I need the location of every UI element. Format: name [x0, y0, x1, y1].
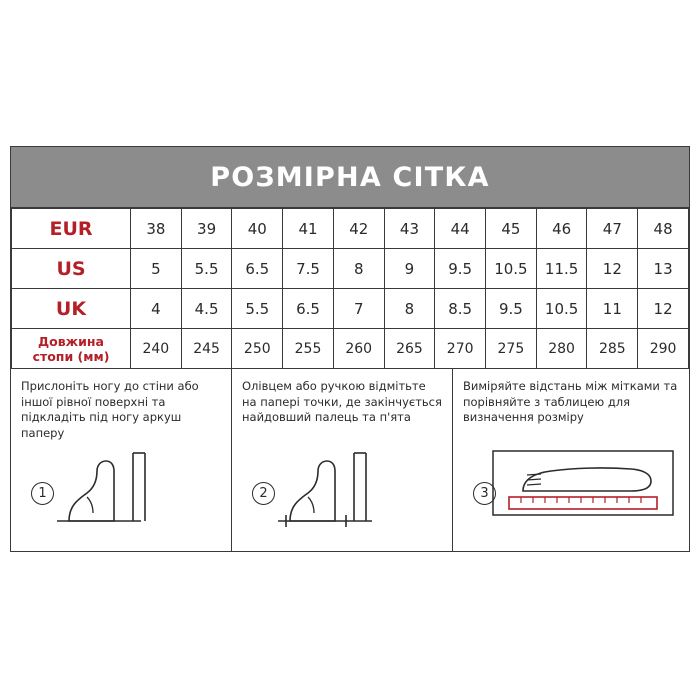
cell: 40: [232, 209, 283, 249]
cell: 7: [333, 289, 384, 329]
cell: 5.5: [181, 249, 232, 289]
cell: 11: [587, 289, 638, 329]
cell: 46: [536, 209, 587, 249]
cell: 13: [638, 249, 689, 289]
row-label-foot-length: Довжина стопи (мм): [12, 329, 131, 369]
cell: 11.5: [536, 249, 587, 289]
cell: 8: [333, 249, 384, 289]
cell: 41: [283, 209, 334, 249]
cell: 6.5: [283, 289, 334, 329]
step-2-text: Олівцем або ручкою відмітьте на папері точки, де закінчується найдовший палець та п'ята: [242, 379, 442, 424]
cell: 285: [587, 329, 638, 369]
instruction-steps: [11, 369, 689, 551]
cell: 290: [638, 329, 689, 369]
cell: 10.5: [536, 289, 587, 329]
cell: 47: [587, 209, 638, 249]
cell: 245: [181, 329, 232, 369]
step-3-illustration: [463, 445, 683, 531]
cell: 8.5: [435, 289, 486, 329]
cell: 44: [435, 209, 486, 249]
cell: 265: [384, 329, 435, 369]
page-title: РОЗМІРНА СІТКА: [210, 161, 490, 193]
cell: 8: [384, 289, 435, 329]
step-3: [453, 369, 693, 551]
cell: 12: [587, 249, 638, 289]
cell: 270: [435, 329, 486, 369]
foot-ruler-measure-icon: [463, 445, 683, 531]
row-label-eur: EUR: [12, 209, 131, 249]
step-3-number: 3: [473, 482, 496, 505]
cell: 48: [638, 209, 689, 249]
cell: 10.5: [486, 249, 537, 289]
cell: 260: [333, 329, 384, 369]
size-chart: [10, 146, 690, 552]
cell: 4.5: [181, 289, 232, 329]
cell: 240: [131, 329, 182, 369]
size-table-body: [12, 209, 689, 369]
cell: 42: [333, 209, 384, 249]
row-label-us: US: [12, 249, 131, 289]
size-table: [11, 208, 689, 369]
cell: 43: [384, 209, 435, 249]
cell: 275: [486, 329, 537, 369]
cell: 12: [638, 289, 689, 329]
cell: 7.5: [283, 249, 334, 289]
cell: 38: [131, 209, 182, 249]
cell: 5: [131, 249, 182, 289]
cell: 6.5: [232, 249, 283, 289]
cell: 45: [486, 209, 537, 249]
step-2-illustration: [242, 445, 442, 531]
cell: 9.5: [486, 289, 537, 329]
cell: 9: [384, 249, 435, 289]
table-row: [12, 249, 689, 289]
step-1-number: 1: [31, 482, 54, 505]
step-3-text: Виміряйте відстань між мітками та порівняйте з таблицею для визначення розміру: [463, 379, 678, 424]
step-1: [11, 369, 232, 551]
table-row: [12, 329, 689, 369]
step-2: [232, 369, 453, 551]
table-row: [12, 209, 689, 249]
cell: 250: [232, 329, 283, 369]
cell: 255: [283, 329, 334, 369]
cell: 5.5: [232, 289, 283, 329]
cell: 4: [131, 289, 182, 329]
step-1-illustration: [21, 445, 221, 531]
cell: 280: [536, 329, 587, 369]
row-label-uk: UK: [12, 289, 131, 329]
cell: 9.5: [435, 249, 486, 289]
step-1-text: Прислоніть ногу до стіни або іншої рівної поверхні та підкладіть під ногу аркуш паперу: [21, 379, 199, 440]
chart-header: [11, 147, 689, 208]
cell: 39: [181, 209, 232, 249]
table-row: [12, 289, 689, 329]
step-2-number: 2: [252, 482, 275, 505]
